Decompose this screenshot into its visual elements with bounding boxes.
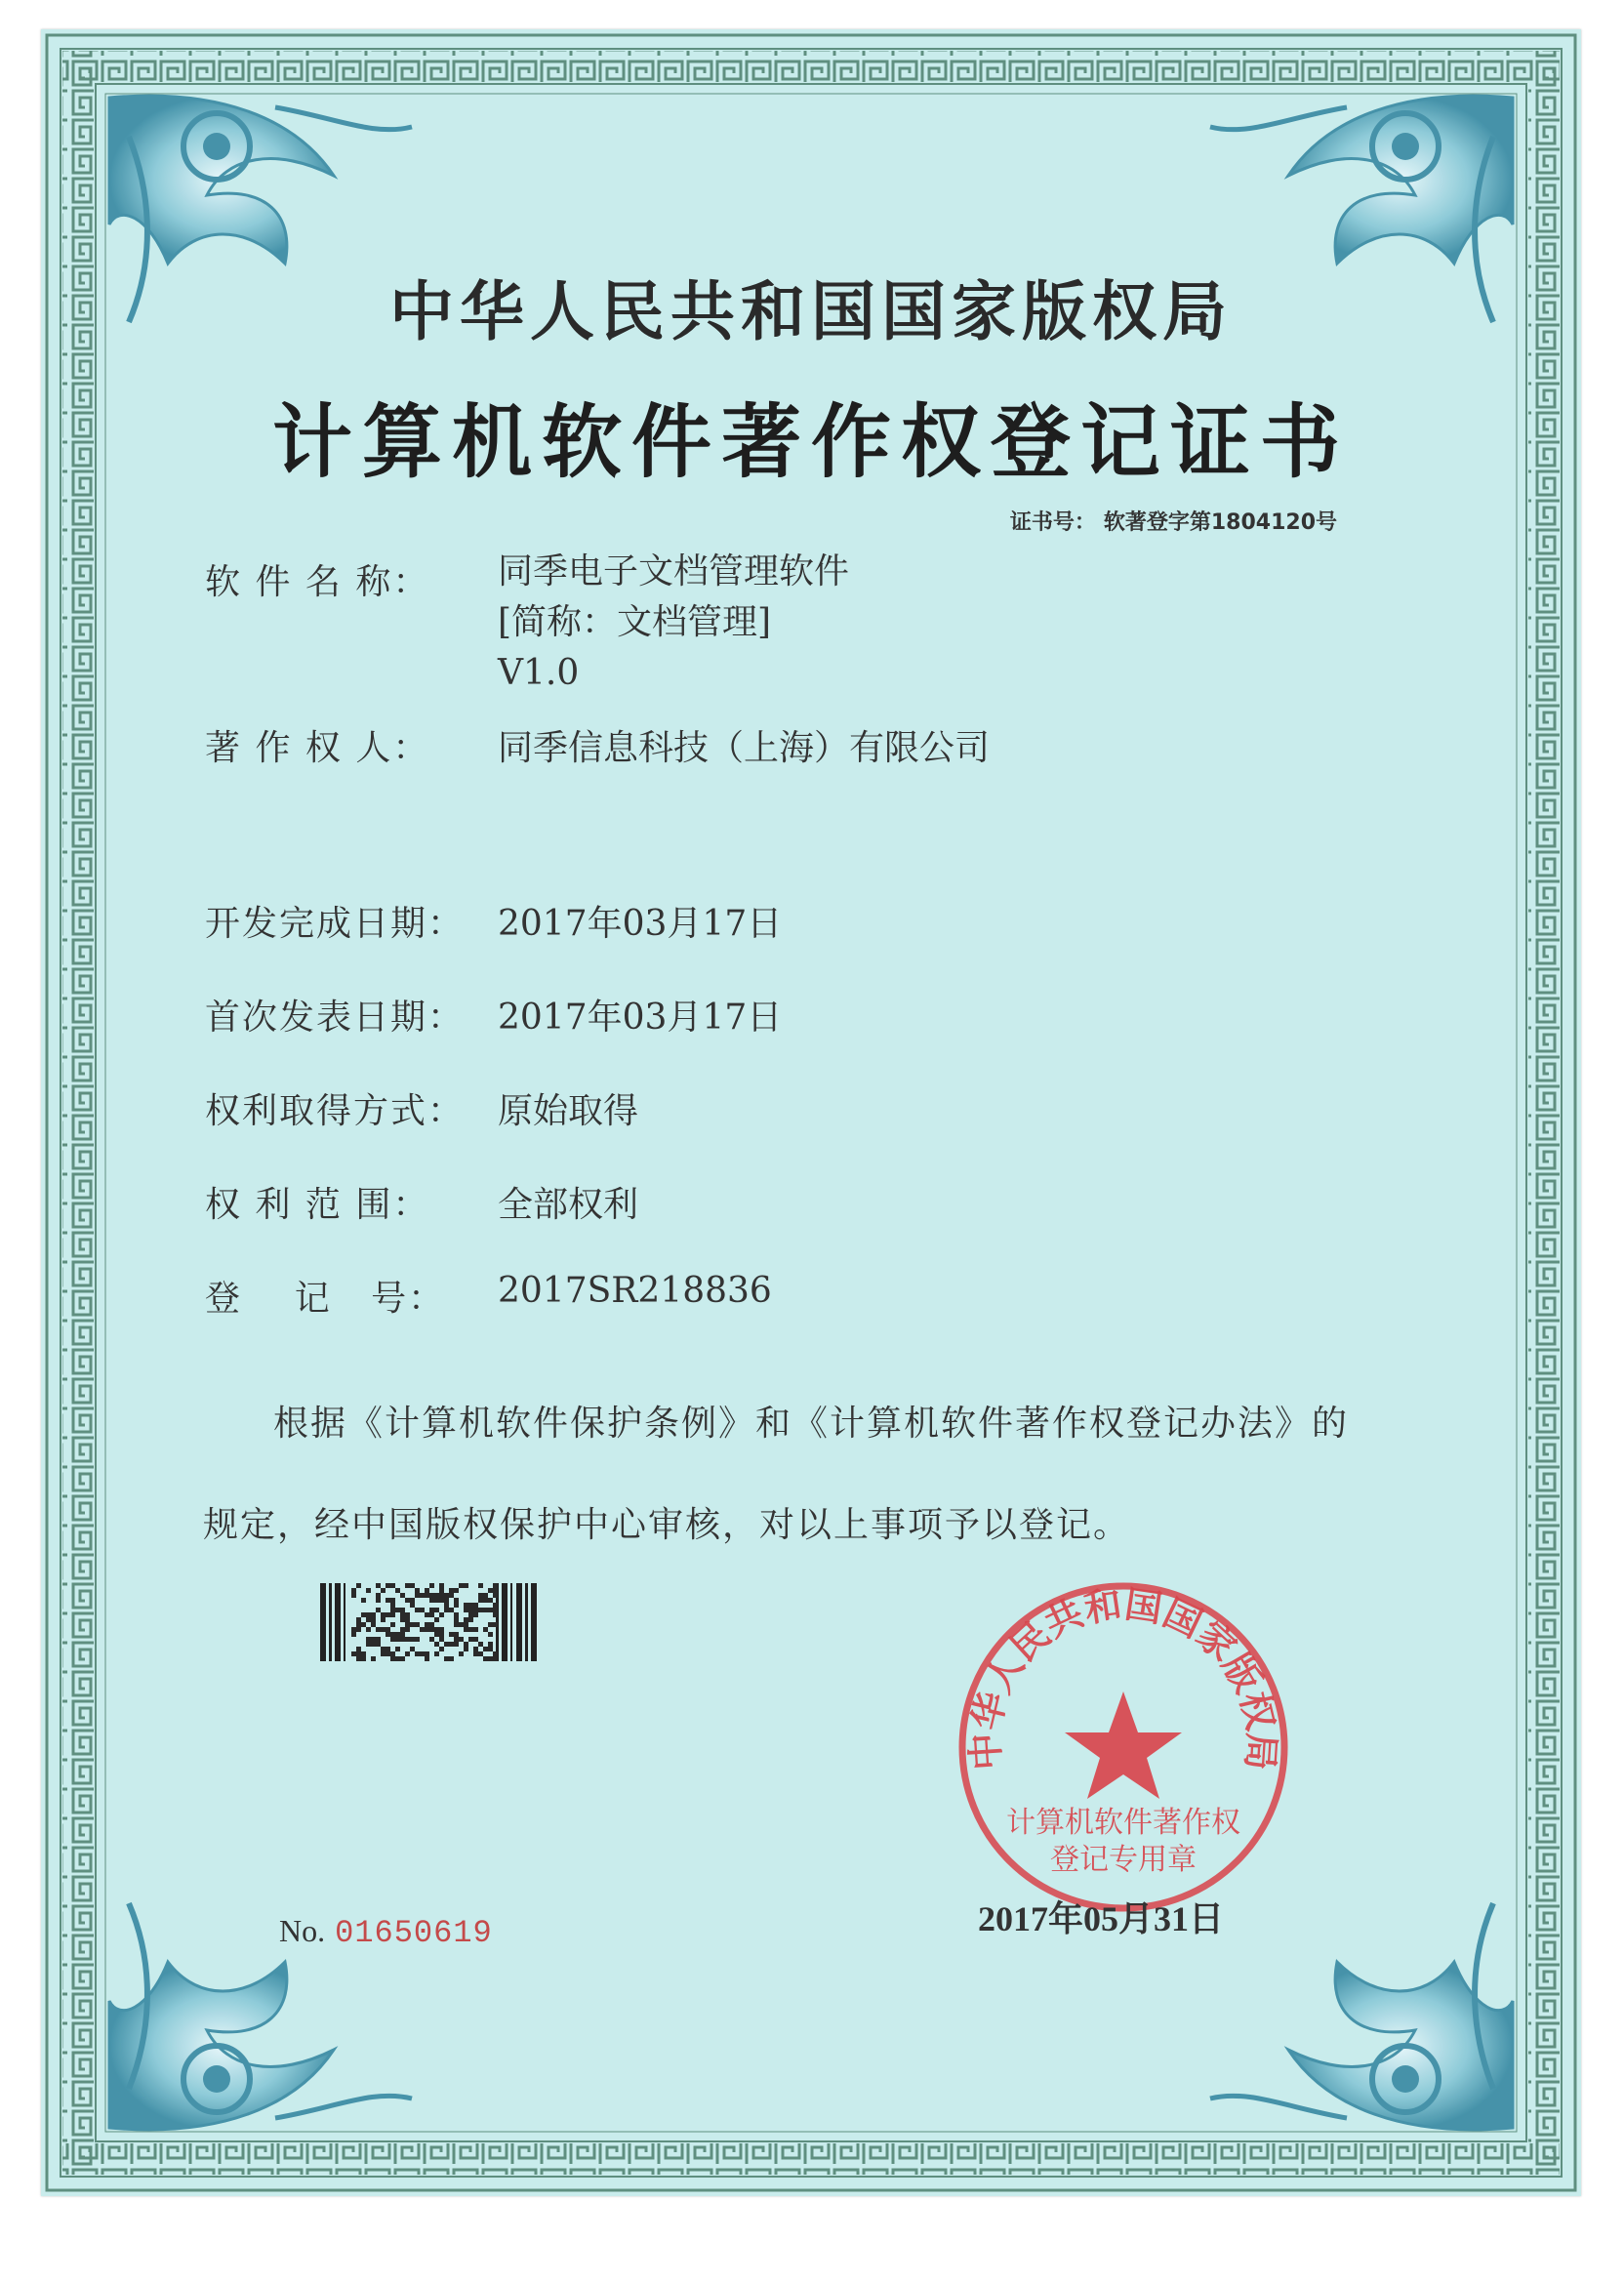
certificate-number-label: 证书号： <box>1009 510 1096 535</box>
field-label: 登 记 号： <box>205 1279 446 1319</box>
issue-date: 2017年05月31日 <box>978 1899 1225 1938</box>
field-value: 2017年03月17日 <box>498 904 783 944</box>
software-version-line: V1.0 <box>498 653 580 693</box>
field-label: 开发完成日期： <box>205 904 466 944</box>
field-label: 著 作 权 人： <box>205 728 430 768</box>
official-seal <box>953 1576 1294 1918</box>
software-name-line: 同季电子文档管理软件 <box>498 551 850 591</box>
field-label: 软 件 名 称： <box>205 562 430 602</box>
certificate-paper <box>41 29 1581 2196</box>
field-label: 首次发表日期： <box>205 998 466 1038</box>
field-value: 同季信息科技（上海）有限公司 <box>498 728 991 768</box>
serial-value: 01650619 <box>335 1915 493 1951</box>
seal-line-1: 计算机软件著作权 <box>1006 1806 1240 1840</box>
field-value: 2017年03月17日 <box>498 998 783 1038</box>
certificate-number <box>1002 506 1337 536</box>
issuer-heading: 中华人民共和国国家版权局 <box>389 273 1233 349</box>
field-value <box>498 547 849 699</box>
serial-prefix: No. <box>279 1913 326 1948</box>
qr-barcode-icon <box>320 1583 543 1661</box>
seal-line-2: 登记专用章 <box>1050 1843 1197 1877</box>
statement-line-2: 规定，经中国版权保护中心审核，对以上事项予以登记。 <box>203 1505 1131 1545</box>
software-short-name-line: [简称：文档管理] <box>498 602 772 642</box>
seal-star-icon <box>1065 1691 1182 1799</box>
field-label: 权 利 范 围： <box>205 1185 430 1225</box>
serial-number <box>279 1913 493 1951</box>
field-value: 2017SR218836 <box>498 1271 772 1311</box>
field-value: 原始取得 <box>498 1091 639 1131</box>
statement-line-1: 根据《计算机软件保护条例》和《计算机软件著作权登记办法》的 <box>273 1404 1350 1444</box>
seal-ring-text: 中华人民共和国国家版权局 <box>963 1582 1283 1772</box>
field-value: 全部权利 <box>498 1185 639 1225</box>
field-label: 权利取得方式： <box>205 1091 466 1131</box>
certificate-number-value: 软著登字第1804120号 <box>1103 510 1337 535</box>
certificate-title: 计算机软件著作权登记证书 <box>271 395 1350 489</box>
